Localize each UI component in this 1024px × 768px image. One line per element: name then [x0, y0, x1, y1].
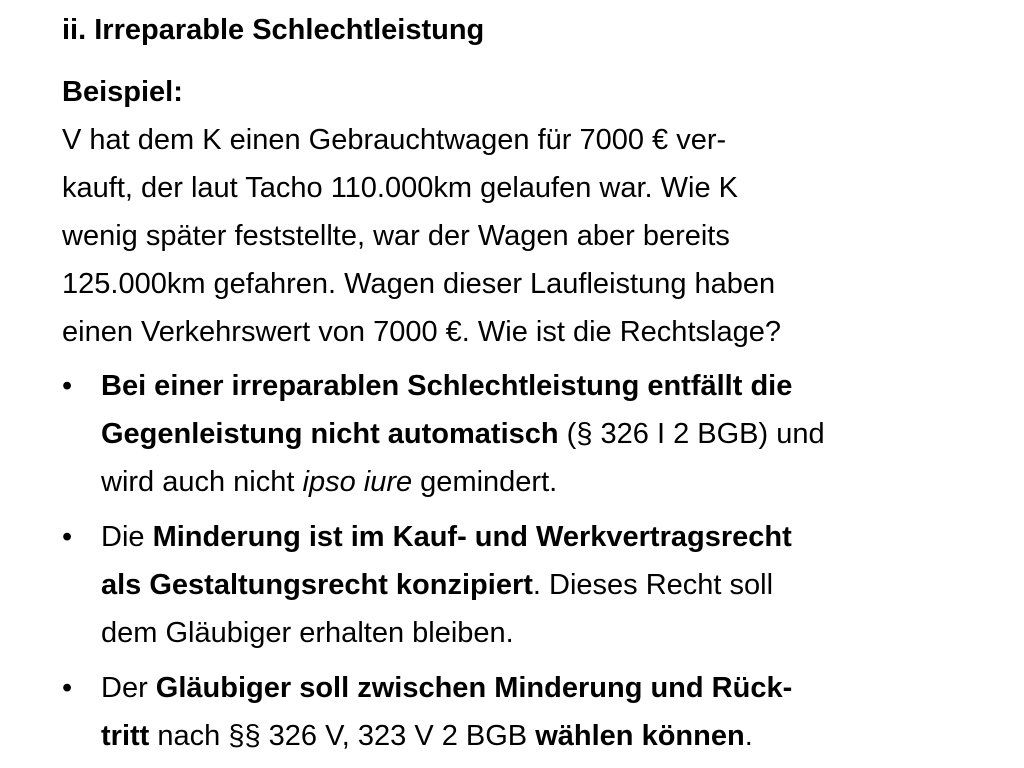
example-line: V hat dem K einen Gebrauchtwagen für 7000 € ver-: [62, 124, 727, 156]
bullet-text: .: [744, 720, 753, 752]
bullet-text-bold: Bei einer irreparablen Schlechtleistung entfällt die: [101, 370, 793, 402]
bullet-dot: •: [62, 370, 73, 402]
example-label: Beispiel:: [62, 76, 183, 108]
bullet-text-bold: Gegenleistung nicht automatisch: [101, 418, 559, 450]
bullet-text: . Dieses Recht soll: [532, 569, 774, 601]
example-line: kauft, der laut Tacho 110.000km gelaufen war. Wie K: [62, 172, 738, 204]
bullet-item: [62, 513, 992, 657]
example-line: 125.000km gefahren. Wagen dieser Laufleistung haben: [62, 268, 776, 300]
bullet-text-bold: Minderung ist im Kauf- und Werkvertragsrecht: [152, 521, 792, 553]
bullet-text-bold: wählen können: [535, 720, 745, 752]
bullet-text: nach §§ 326 V, 323 V 2 BGB: [149, 720, 536, 752]
example-line: wenig später feststellte, war der Wagen aber bereits: [62, 220, 730, 252]
bullet-text-bold: Gläubiger soll zwischen Minderung und Rück-: [155, 672, 793, 704]
slide-heading: ii. Irreparable Schlechtleistung: [62, 14, 485, 46]
bullet-text-bold: als Gestaltungsrecht konzipiert: [101, 569, 533, 601]
bullet-dot: •: [62, 521, 73, 553]
bullet-item: [62, 664, 992, 760]
bullet-text: dem Gläubiger erhalten bleiben.: [101, 617, 514, 649]
bullet-text: Der: [101, 672, 156, 704]
bullet-text: wird auch nicht: [101, 466, 303, 498]
bullet-text-italic: ipso iure: [302, 466, 413, 498]
example-block: [62, 68, 982, 356]
bullet-text: (§ 326 I 2 BGB) und: [558, 418, 825, 450]
bullet-item: [62, 362, 992, 506]
bullet-text: gemindert.: [412, 466, 558, 498]
example-line: einen Verkehrswert von 7000 €. Wie ist die Rechtslage?: [62, 316, 781, 348]
bullet-text-bold: tritt: [101, 720, 150, 752]
bullet-dot: •: [62, 672, 73, 704]
bullet-text: Die: [101, 521, 153, 553]
bullet-list: [62, 362, 992, 760]
